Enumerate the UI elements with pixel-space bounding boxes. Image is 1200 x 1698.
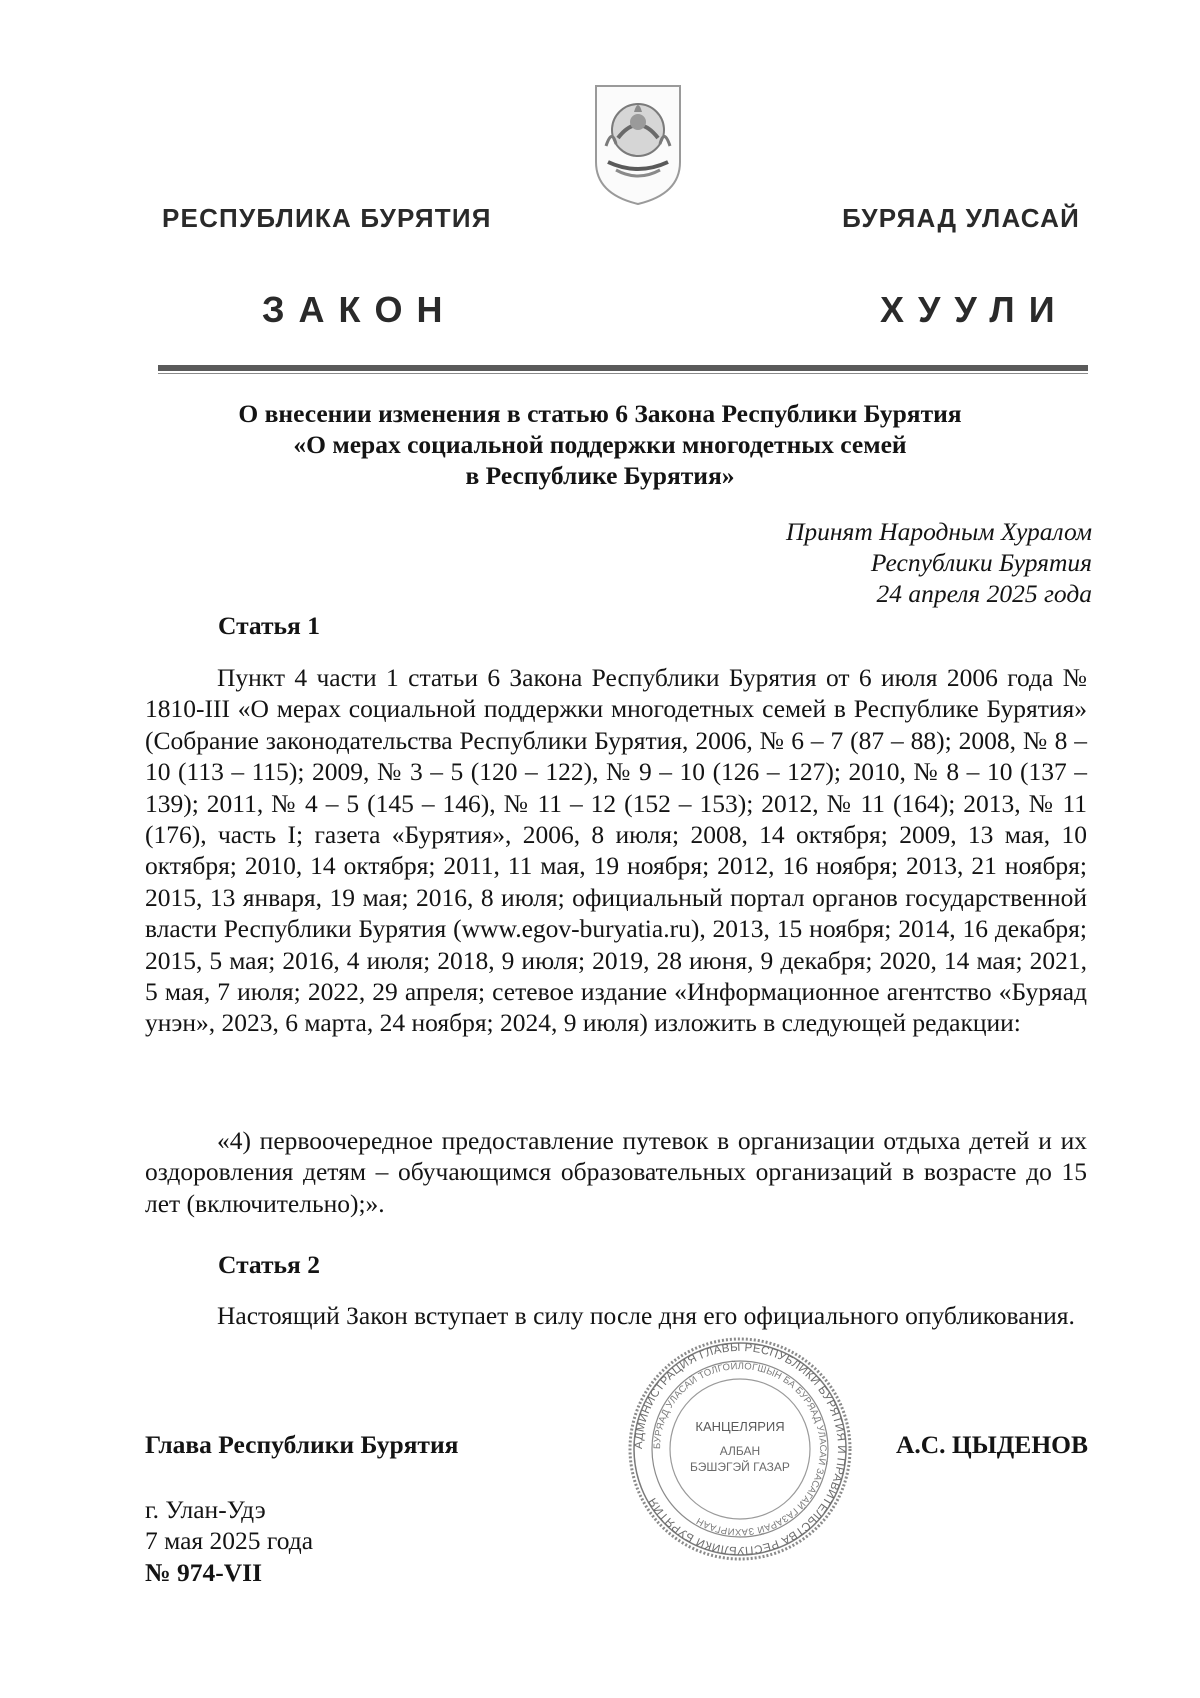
article-1-paragraph: Пункт 4 части 1 статьи 6 Закона Республики Бурятия от 6 июля 2006 года № 1810-III «О мерах социальной поддержки многодетных семей в Республике Бурятия» (Собрание законодательства Республики Бурятия, 2006, № 6 – 7 (87 – 88); 2008, № 8 – 10 (113 – 115); 2009, № 3 – 5 (120 – 122), № 9 – 10 (126 – 127); 2010, № 8 – 10 (137 – 139); 2011, № 4 – 5 (145 – 146), № 11 – 12 (152 – 153); 2012, № 11 (164); 2013, № 11 (176), часть I; газета «Бурятия», 2006, 8 июля; 2008, 14 октября; 2009, 13 мая, 10 октября; 2010, 14 октября; 2011, 11 мая, 19 ноября; 2012, 16 ноября; 2013, 21 ноября; 2015, 13 января, 19 мая; 2016, 8 июля; официальный портал органов государственной власти Республики Бурятия (www.egov-buryatia.ru), 2013, 15 ноября; 2014, 16 декабря; 2015, 5 мая; 2016, 4 июля; 2018, 9 июля; 2019, 28 июня, 9 декабря; 2020, 14 мая; 2021, 5 мая, 7 июля; 2022, 29 апреля; сетевое издание «Информационное агентство «Буряад унэн», 2023, 6 марта, 24 ноября; 2024, 9 июля) изложить в следующей редакции:: [145, 663, 1087, 1038]
header-divider-thin: [158, 373, 1088, 374]
adoption-date: 24 апреля 2025 года: [876, 579, 1092, 608]
law-number: № 974-VII: [145, 1557, 263, 1587]
signing-date: 7 мая 2025 года: [145, 1526, 314, 1556]
seal-center-text: АЛБАН: [719, 1444, 761, 1458]
adoption-note: [786, 516, 1092, 609]
seal-center-text: БЭШЭГЭЙ ГАЗАР: [690, 1460, 790, 1474]
republic-name-bua: БУРЯАД УЛАСАЙ: [842, 203, 1080, 233]
adoption-line: Республики Бурятия: [870, 548, 1092, 577]
article-2-paragraph: Настоящий Закон вступает в силу после дня его официального опубликования.: [217, 1301, 1075, 1330]
law-title: [150, 398, 1050, 491]
law-label-bua: ХУУЛИ: [880, 289, 1069, 330]
coat-of-arms-icon: [592, 82, 684, 206]
seal-center-text: КАНЦЕЛЯРИЯ: [695, 1419, 785, 1434]
seal-inner-text: БУРЯАД УЛАСАЙ ТОЛГОЙЛОГШЫН БА БУРЯАД УЛАСАЙ ЗАСАГАЙ ГАЗАРАЙ ЗАХИРГААН: [651, 1360, 829, 1538]
article-2-heading: Статья 2: [218, 1250, 320, 1279]
official-seal-icon: [626, 1335, 854, 1563]
signatory-name: А.С. ЦЫДЕНОВ: [895, 1430, 1088, 1459]
signing-city: г. Улан-Удэ: [145, 1495, 266, 1524]
law-label-ru: ЗАКОН: [262, 289, 457, 330]
law-title-line: О внесении изменения в статью 6 Закона Республики Бурятия: [238, 399, 962, 428]
adoption-line: Принят Народным Хуралом: [785, 517, 1092, 546]
header-divider: [158, 365, 1088, 371]
article-1-heading: Статья 1: [218, 611, 320, 640]
seal-outer-text: АДМИНИСТРАЦИЯ ГЛАВЫ РЕСПУБЛИКИ БУРЯТИЯ И ПРАВИТЕЛЬСТВА РЕСПУБЛИКИ БУРЯТИЯ: [632, 1341, 848, 1557]
republic-name-ru: РЕСПУБЛИКА БУРЯТИЯ: [162, 203, 492, 233]
law-title-line: «О мерах социальной поддержки многодетных семей: [293, 430, 907, 459]
signatory-title: Глава Республики Бурятия: [145, 1430, 459, 1459]
law-title-line: в Республике Бурятия»: [465, 461, 735, 490]
signing-details: [145, 1494, 313, 1588]
article-1-amendment-text: «4) первоочередное предоставление путевок в организации отдыха детей и их оздоровления детям – обучающимся образовательных организаций в возрасте до 15 лет (включительно);».: [145, 1126, 1087, 1218]
